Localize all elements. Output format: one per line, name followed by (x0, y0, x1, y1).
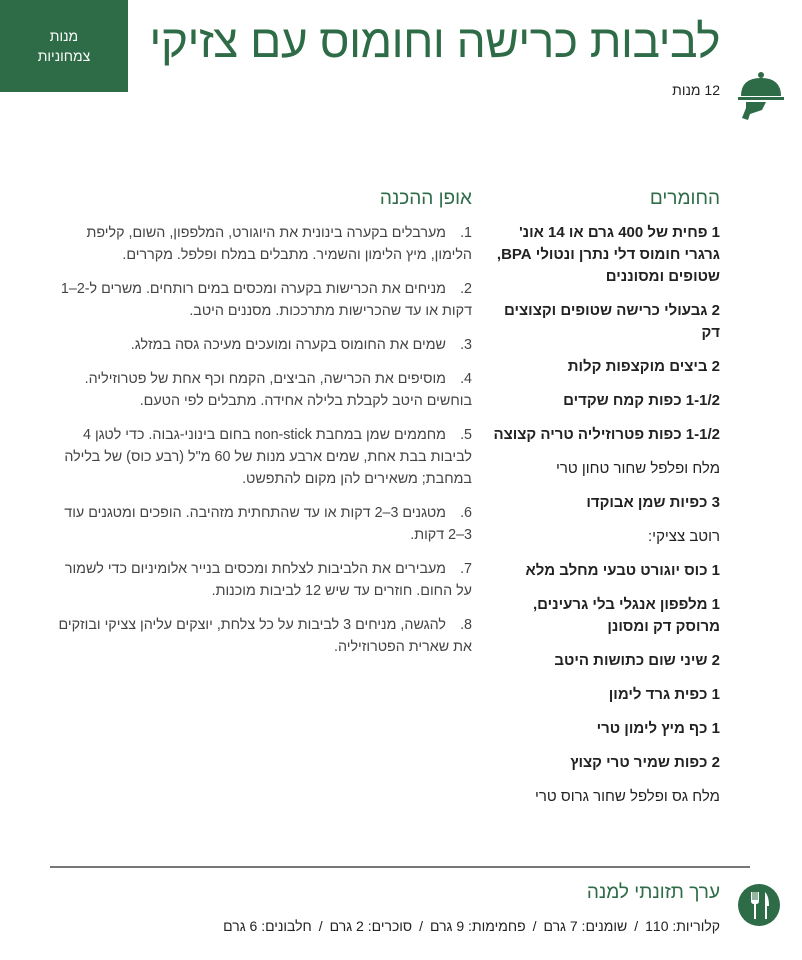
ingredient-item: 1 כף מיץ לימון טרי (596, 720, 720, 737)
nutrition-carbs: פחמימות: 9 גרם (430, 918, 526, 934)
ingredient-item: 3 כפיות שמן אבוקדו (586, 494, 720, 511)
step-number: 3. (460, 337, 472, 353)
step-number: 8. (460, 617, 472, 633)
category-line-1: מנות (49, 28, 79, 44)
nutrition-values (223, 918, 720, 934)
step-number: 2. (460, 281, 472, 297)
instruction-step (52, 334, 472, 356)
instruction-step (52, 424, 472, 490)
step-text: מוסיפים את הכרישה, הביצים, הקמח וכף אחת של פטרוזיליה. בוחשים היטב לקבלת בלילה אחידה. מתבלים לפי הטעם. (84, 371, 472, 409)
ingredient-item: 1 כפית גרד לימון (608, 686, 720, 703)
instruction-step (52, 502, 472, 546)
step-text: להגשה, מניחים 3 לביבות על כל צלחת, יוצקים עליהן צציקי ובוזקים את שארית הפטרוזיליה. (58, 617, 472, 655)
nutrition-sugars: סוכרים: 2 גרם (329, 918, 413, 934)
servings-count: 12 מנות (672, 82, 720, 98)
instruction-step (52, 222, 472, 266)
step-text: מטגנים 3–2 דקות או עד שהתחתית מזהיבה. הופכים ומטגנים עוד 3–2 דקות. (64, 505, 472, 543)
instruction-step (52, 558, 472, 602)
serving-cloche-icon (736, 70, 786, 120)
step-number: 1. (460, 225, 472, 241)
separator: / (634, 918, 639, 934)
nutrition-protein: חלבונים: 6 גרם (223, 918, 312, 934)
instruction-step (52, 278, 472, 322)
ingredient-item: 2 שיני שום כתושות היטב (554, 652, 720, 669)
ingredient-item: 1 מלפפון אנגלי בלי גרעינים, מרוסק דק ומסונן (532, 596, 720, 635)
ingredients-section (490, 188, 720, 820)
ingredient-item: 1 כוס יוגורט טבעי מחלב מלא (525, 562, 720, 579)
step-text: מעבירים את הלביבות לצלחת ומכסים בנייר אלומיניום כדי לשמור על החום. חוזרים עד שיש 12 לביבות מוכנות. (64, 561, 472, 599)
ingredient-item: 1-1/2 כפות קמח שקדים (563, 392, 720, 409)
step-number: 5. (460, 427, 472, 443)
step-number: 7. (460, 561, 472, 577)
instructions-section (52, 188, 472, 670)
step-text: מחממים שמן במחבת non-stick בחום בינוני-גבוה. כדי לטגן 4 לביבות בבת אחת, שמים ארבע מנות של 60 מ"ל (רבע כוס) של בלילה במחבת; משאירים להן מקום להתפשט. (64, 427, 472, 487)
step-text: מניחים את הכרישות בקערה ומכסים במים רותחים. משרים ל-2–1 דקות או עד שהכרישות מתרככות. מסננים היטב. (60, 281, 472, 319)
nutrition-fat: שומנים: 7 גרם (543, 918, 628, 934)
ingredient-item: 1 פחית של 400 גרם או 14 אונ' גרגרי חומוס דלי נתרן ונטולי BPA, שטופים ומסוננים (496, 224, 720, 285)
divider (50, 866, 750, 868)
separator: / (532, 918, 537, 934)
fork-knife-icon (738, 884, 780, 926)
ingredient-subheading: רוטב צציקי: (648, 528, 720, 545)
step-number: 6. (460, 505, 472, 521)
category-badge (0, 0, 128, 92)
ingredient-item: 1-1/2 כפות פטרוזיליה טריה קצוצה (493, 426, 720, 443)
ingredient-item: מלח גס ופלפל שחור גרוס טרי (534, 788, 720, 805)
instructions-heading: אופן ההכנה (379, 188, 472, 209)
step-text: שמים את החומוס בקערה ומועכים מעיכה גסה במזלג. (130, 337, 446, 353)
category-line-2: צמחוניות (37, 48, 91, 64)
separator: / (419, 918, 423, 934)
ingredient-item: מלח ופלפל שחור טחון טרי (555, 460, 720, 477)
instruction-step (52, 614, 472, 658)
instruction-step (52, 368, 472, 412)
ingredient-item: 2 ביצים מוקצפות קלות (567, 358, 720, 375)
separator: / (318, 918, 323, 934)
step-number: 4. (460, 371, 472, 387)
page-title: לביבות כרישה וחומוס עם צזיקי (149, 15, 720, 67)
nutrition-heading: ערך תזונתי למנה (586, 882, 720, 903)
ingredient-item: 2 כפות שמיר טרי קצוץ (570, 754, 720, 771)
ingredients-heading: החומרים (649, 188, 720, 209)
nutrition-calories: קלוריות: 110 (645, 918, 720, 934)
step-text: מערבלים בקערה בינונית את היוגורט, המלפפון, השום, קליפת הלימון, מיץ הלימון והשמיר. מתבלים במלח ופלפל. מקררים. (86, 225, 472, 263)
ingredient-item: 2 גבעולי כרישה שטופים וקצוצים דק (504, 302, 720, 341)
